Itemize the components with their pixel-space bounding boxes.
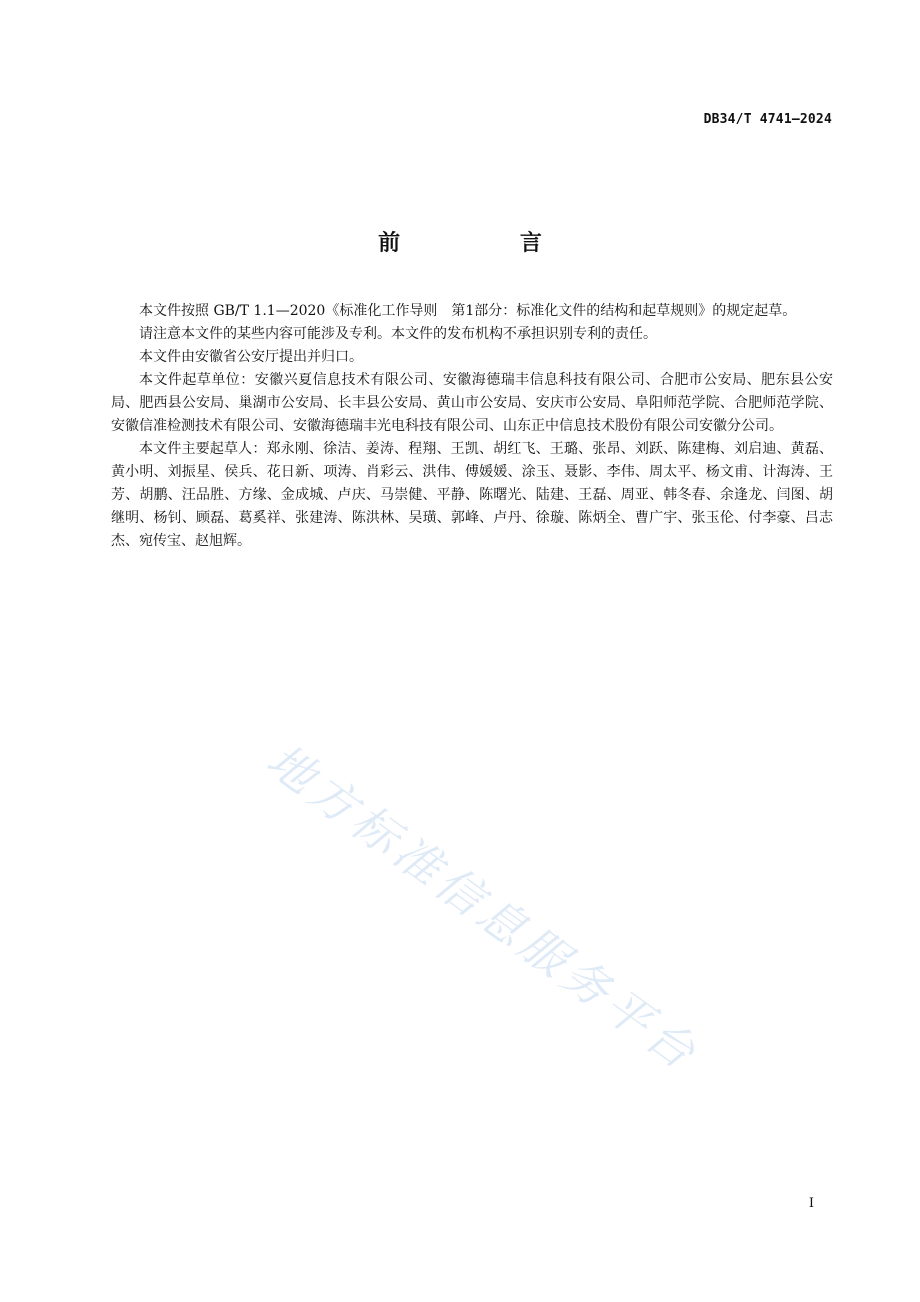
page-number: I bbox=[808, 1196, 814, 1211]
foreword-body bbox=[111, 300, 833, 553]
paragraph-drafters: 本文件主要起草人：郑永刚、徐洁、姜涛、程翔、王凯、胡红飞、王璐、张昂、刘跃、陈建梅、刘启迪、黄磊、黄小明、刘振星、侯兵、花日新、项涛、肖彩云、洪伟、傅媛媛、涂玉、聂影、李伟、周太平、杨文甫、计海涛、王芳、胡鹏、汪品胜、方缘、金成城、卢庆、马崇健、平静、陈曙光、陆建、王磊、周亚、韩冬春、余逢龙、闫图、胡继明、杨钊、顾磊、葛奚祥、张建涛、陈洪林、吴璜、郭峰、卢丹、徐璇、陈炳全、曹广宇、张玉伦、付李豪、吕志杰、宛传宝、赵旭辉。 bbox=[111, 441, 833, 549]
document-code: DB34/T 4741—2024 bbox=[703, 112, 832, 127]
page-title: 前 言 bbox=[378, 231, 598, 256]
paragraph-drafting-units: 本文件起草单位：安徽兴夏信息技术有限公司、安徽海德瑞丰信息科技有限公司、合肥市公安局、肥东县公安局、肥西县公安局、巢湖市公安局、长丰县公安局、黄山市公安局、安庆市公安局、阜阳师范学院、合肥师范学院、安徽信准检测技术有限公司、安徽海德瑞丰光电科技有限公司、山东正中信息技术股份有限公司安徽分公司。 bbox=[111, 372, 833, 434]
paragraph-patent-notice: 请注意本文件的某些内容可能涉及专利。本文件的发布机构不承担识别专利的责任。 bbox=[139, 326, 657, 342]
watermark: 地方标准信息服务平台 bbox=[257, 732, 710, 1083]
paragraph-proposer: 本文件由安徽省公安厅提出并归口。 bbox=[139, 349, 363, 365]
paragraph-drafting-rules: 本文件按照 GB/T 1.1—2020《标准化工作导则 第1部分：标准化文件的结构和起草规则》的规定起草。 bbox=[139, 303, 797, 319]
